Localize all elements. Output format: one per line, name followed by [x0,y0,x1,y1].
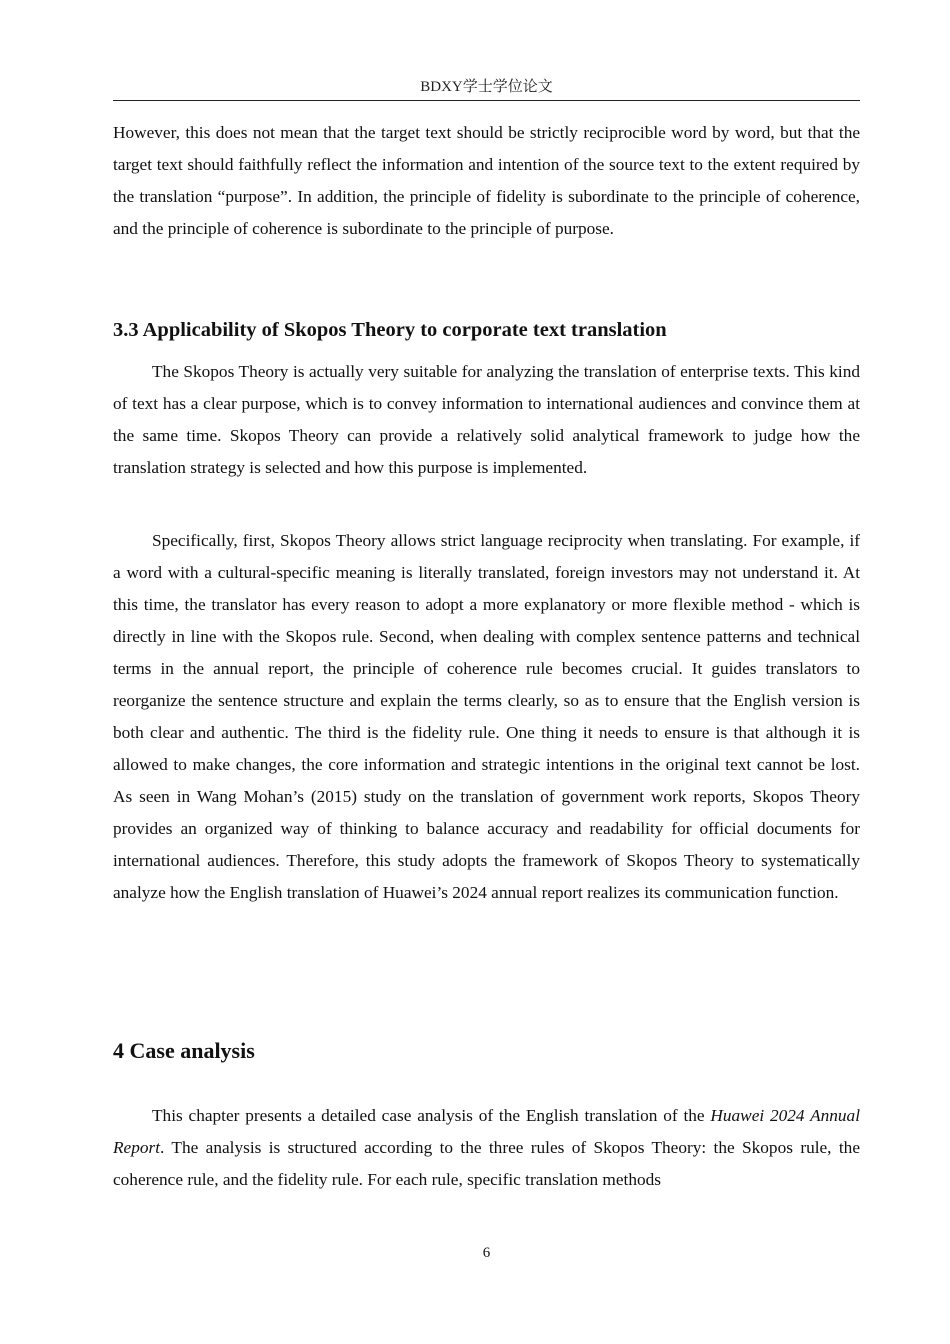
running-header: BDXY学士学位论文 [420,79,553,95]
paragraph-skopos-rules: Specifically, first, Skopos Theory allows strict language reciprocity when translating. For example, if a word with a cultural-specific meaning is literally translated, foreign investors may not understand it. At this time, the translator has every reason to adopt a more explanatory or more flexible method - which is directly in line with the Skopos rule. Second, when dealing with complex sentence patterns and technical terms in the annual report, the principle of coherence rule becomes crucial. It guides translators to reorganize the sentence structure and explain the terms clearly, so as to ensure that the English version is both clear and authentic. The third is the fidelity rule. One thing it needs to ensure is that although it is allowed to make changes, the core information and strategic intentions in the original text cannot be lost. As seen in Wang Mohan’s (2015) study on the translation of government work reports, Skopos Theory provides an organized way of thinking to balance accuracy and readability for official documents for international audiences. Therefore, this study adopts the framework of Skopos Theory to systematically analyze how the English translation of Huawei’s 2024 annual report realizes its communication function. [113,531,860,902]
paragraph-skopos-suitability: The Skopos Theory is actually very suitable for analyzing the translation of enterprise texts. This kind of text has a clear purpose, which is to convey information to international audiences and convince them at the same time. Skopos Theory can provide a relatively solid analytical framework to judge how the translation strategy is selected and how this purpose is implemented. [113,362,860,477]
section-heading-3-3: 3.3 Applicability of Skopos Theory to corporate text translation [113,319,667,341]
case-intro-rest-text: . The analysis is structured according to the three rules of Skopos Theory: the Skopos rule, the coherence rule, and the fidelity rule. For each rule, specific translation methods [113,1138,860,1189]
section-heading-4: 4 Case analysis [113,1038,255,1063]
paragraph-case-analysis-intro [113,1100,860,1196]
report-title-italic: Huawei 2024 Annual Report [113,1106,860,1157]
header-rule [113,100,860,101]
page-number: 6 [482,1245,491,1261]
paragraph-fidelity-note: However, this does not mean that the target text should be strictly reciprocible word by word, but that the target text should faithfully reflect the information and intention of the source text to the extent required by the translation “purpose”. In addition, the principle of fidelity is subordinate to the principle of coherence, and the principle of coherence is subordinate to the principle of purpose. [113,123,860,238]
case-intro-lead-text: This chapter presents a detailed case analysis of the English translation of the [152,1106,711,1125]
